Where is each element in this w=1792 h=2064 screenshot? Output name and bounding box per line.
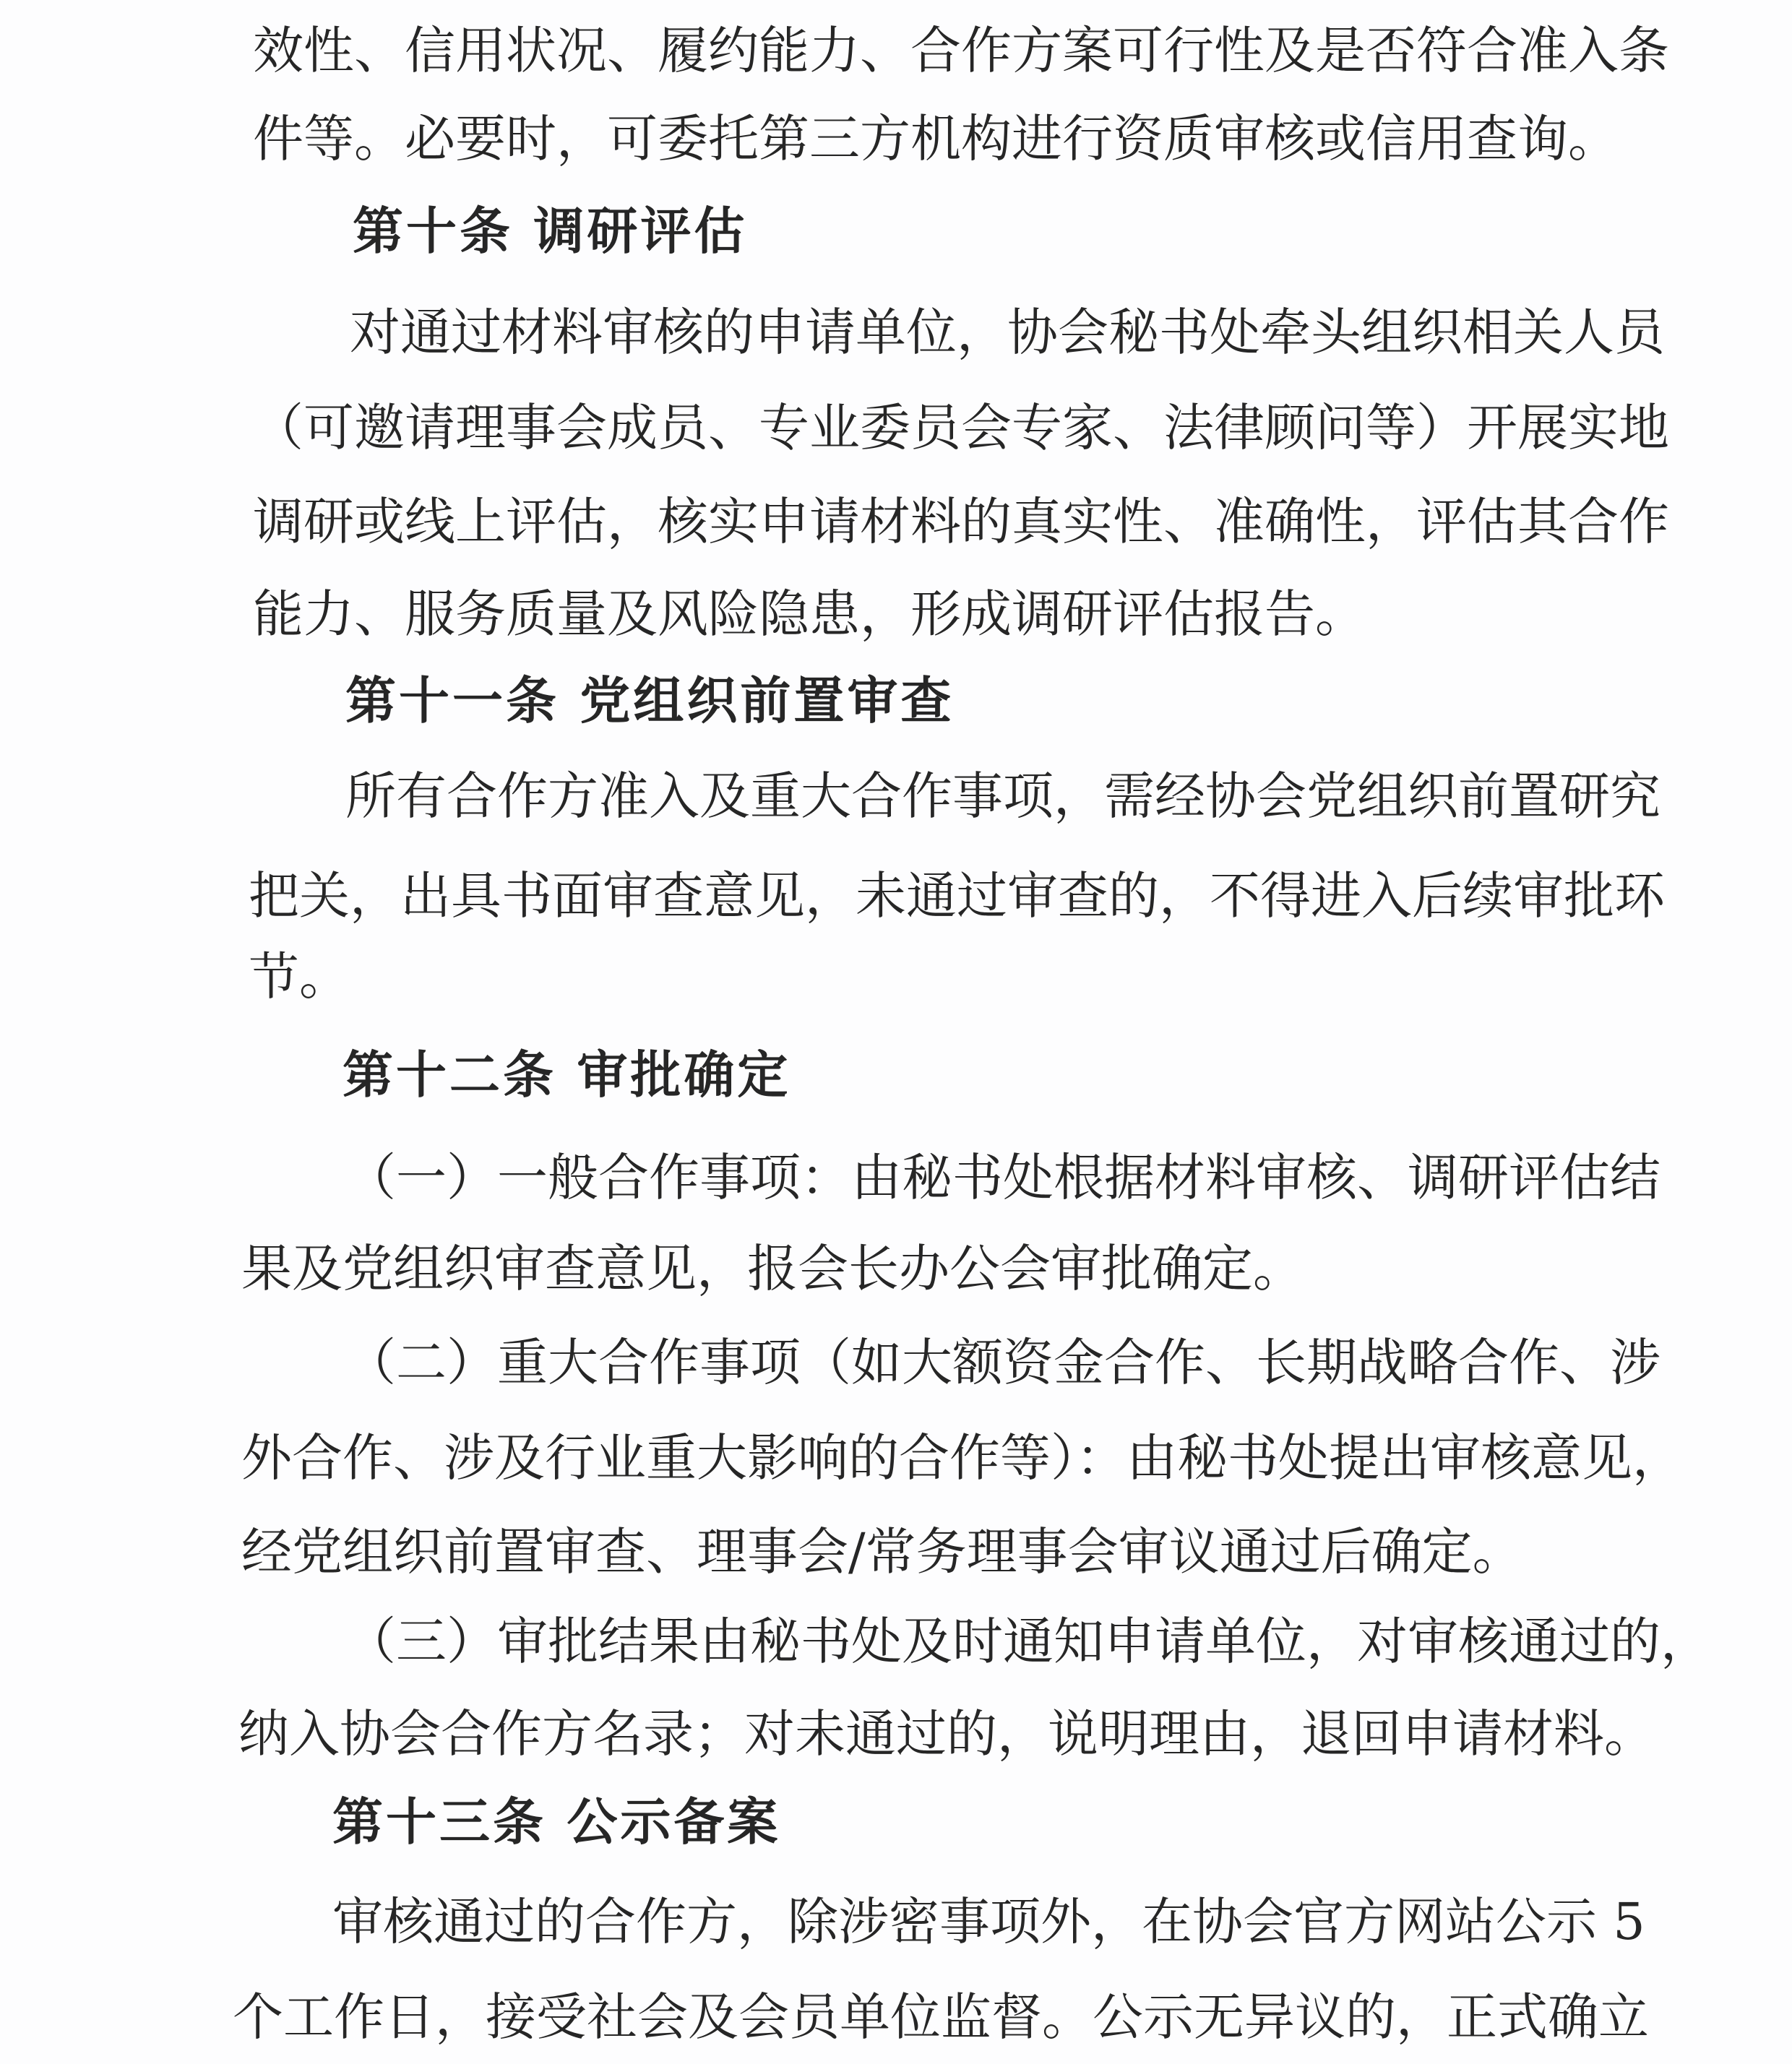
- article9-line-2: 件等。必要时，可委托第三方机构进行资质审核或信用查询。: [253, 109, 1619, 168]
- article12-heading: 第十二条 审批确定: [343, 1045, 791, 1105]
- article12-item2-line-1: （二）重大合作事项（如大额资金合作、长期战略合作、涉: [345, 1333, 1660, 1392]
- article13-line-2: 个工作日，接受社会及会员单位监督。公示无异议的，正式确立: [233, 1987, 1649, 2047]
- article12-item2-line-3: 经党组织前置审查、理事会/常务理事会审议通过后确定。: [241, 1522, 1523, 1581]
- article12-item3-line-1: （三）审批结果由秘书处及时通知申请单位，对审核通过的，: [345, 1612, 1711, 1671]
- article12-item1-line-2: 果及党组织审查意见，报会长办公会审批确定。: [241, 1239, 1304, 1298]
- article10-line-4: 能力、服务质量及风险隐患，形成调研评估报告。: [253, 584, 1366, 644]
- article11-line-1: 所有合作方准入及重大合作事项，需经协会党组织前置研究: [345, 767, 1660, 826]
- article12-item3-line-2: 纳入协会合作方名录；对未通过的，说明理由，退回申请材料。: [238, 1704, 1655, 1763]
- article12-item2-line-2: 外合作、涉及行业重大影响的合作等）：由秘书处提出审核意见，: [241, 1428, 1683, 1487]
- article10-heading: 第十条 调研评估: [353, 201, 748, 261]
- article9-line-1: 效性、信用状况、履约能力、合作方案可行性及是否符合准入条: [253, 21, 1669, 80]
- article11-line-2: 把关，出具书面审查意见，未通过审查的，不得进入后续审批环: [249, 866, 1665, 925]
- article13-line-1: 审核通过的合作方，除涉密事项外，在协会官方网站公示 5: [332, 1892, 1645, 1951]
- article12-item1-line-1: （一）一般合作事项：由秘书处根据材料审核、调研评估结: [345, 1148, 1660, 1207]
- article11-line-3: 节。: [249, 947, 350, 1006]
- article10-line-1: 对通过材料审核的申请单位，协会秘书处牵头组织相关人员: [350, 303, 1665, 362]
- article11-heading: 第十一条 党组织前置审查: [345, 670, 955, 730]
- article10-line-3: 调研或线上评估，核实申请材料的真实性、准确性，评估其合作: [253, 492, 1669, 551]
- article10-line-2: （可邀请理事会成员、专业委员会专家、法律顾问等）开展实地: [253, 398, 1669, 457]
- article13-heading: 第十三条 公示备案: [332, 1792, 781, 1852]
